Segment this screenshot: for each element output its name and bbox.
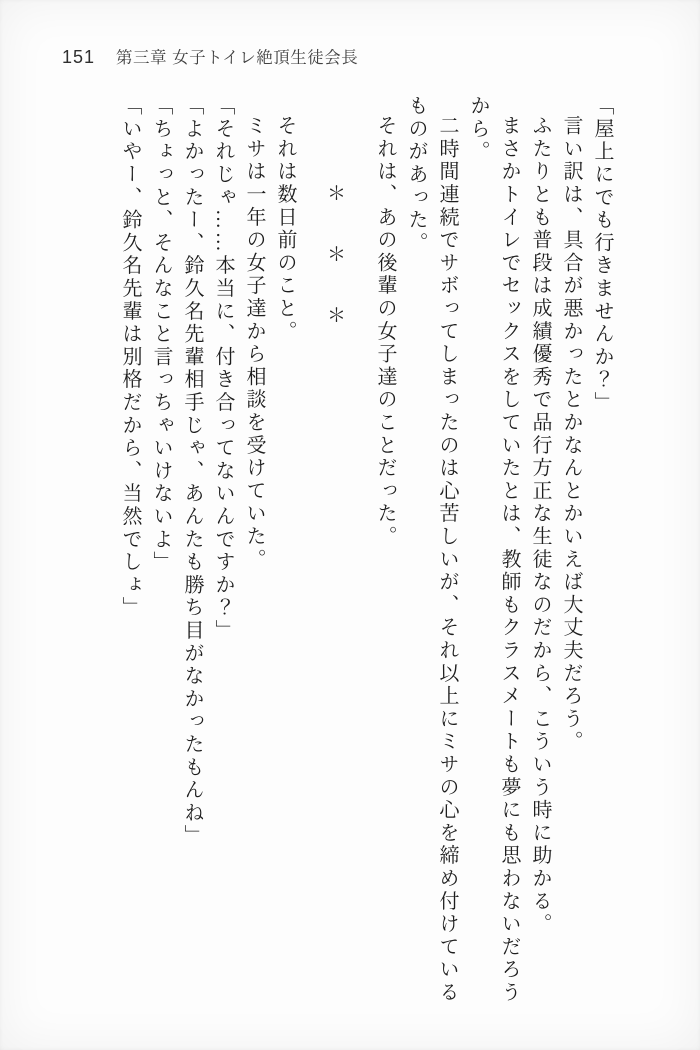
paragraph-dialogue: 「いやー、鈴久名先輩は別格だから、当然でしょ」 <box>119 95 141 620</box>
text-block <box>114 95 617 1007</box>
paragraph-narration: それは数日前のこと。 <box>274 115 296 343</box>
section-separator: ＊＊＊ <box>324 183 345 366</box>
chapter-title: 第三章 女子トイレ絶頂生徒会長 <box>116 49 359 67</box>
paragraph-narration: 言い訳は、具合が悪かったとかなんとかいえば大丈夫だろう。 <box>560 115 582 754</box>
paragraph-narration: ふたりとも普段は成績優秀で品行方正な生徒なのだから、こういう時に助かる。 <box>529 115 551 936</box>
paragraph-narration: それは、あの後輩の女子達のことだった。 <box>374 115 396 549</box>
paragraph-dialogue: 「よかったー、鈴久名先輩相手じゃ、あんたも勝ち目がなかったもんね」 <box>181 95 203 848</box>
page-number: 151 <box>62 47 96 67</box>
paragraph-dialogue: 「屋上にでも行きませんか？」 <box>591 95 613 415</box>
paragraph-narration: 二時間連続でサボってしまったのは心苦しいが、それ以上にミサの心を締め付けているものがあった。 <box>405 95 458 1005</box>
paragraph-dialogue: 「それじゃ……本当に、付き合ってないんですか？」 <box>212 95 234 643</box>
running-head <box>62 44 358 68</box>
paragraph-narration: まさかトイレでセックスをしていたとは、教師もクラスメートも夢にも思わないだろうから。 <box>467 95 520 1005</box>
paragraph-narration: ミサは一年の女子達から相談を受けていた。 <box>243 115 265 571</box>
paragraph-dialogue: 「ちょっと、そんなこと言っちゃいけないよ」 <box>150 95 172 574</box>
